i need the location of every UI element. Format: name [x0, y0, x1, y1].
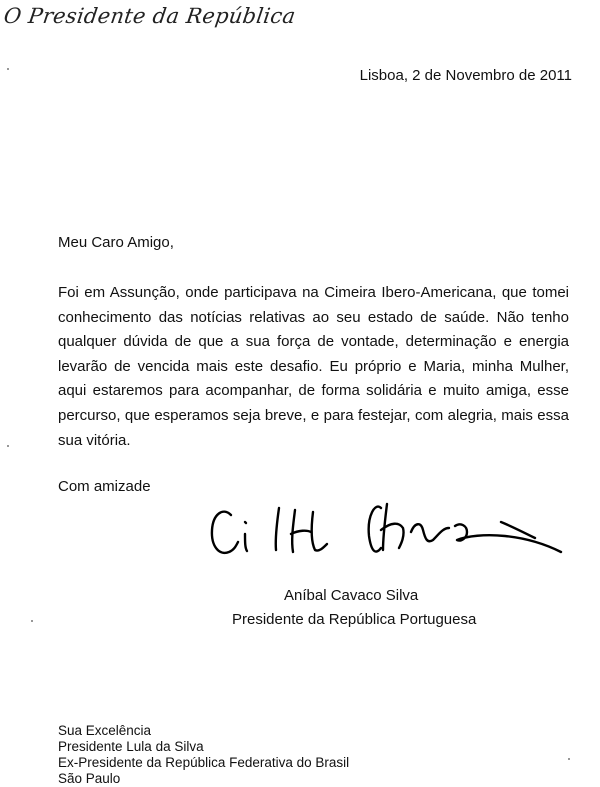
- signer-title: Presidente da República Portuguesa: [232, 611, 477, 628]
- letter-closing: Com amizade: [58, 478, 151, 495]
- scan-speck: [31, 620, 33, 622]
- signer-name: Aníbal Cavaco Silva: [284, 587, 419, 604]
- scan-speck: [568, 758, 570, 760]
- recipient-line: São Paulo: [58, 771, 121, 786]
- handwritten-signature: [205, 492, 575, 572]
- letter-date: Lisboa, 2 de Novembro de 2011: [359, 67, 572, 84]
- letter-body: Foi em Assunção, onde participava na Cimeira Ibero-Americana, que tomei conhecimento das notícias relativas ao seu estado de saúde. Não tenho qualquer dúvida de que a sua força de vontade, determinação e energia levarão de vencida mais este desafio. Eu próprio e Maria, minha Mulher, aqui estaremos para acompanhar, de forma solidária e muito amiga, esse percurso, que esperamos seja breve, e para festejar, com alegria, mais essa sua vitória.: [58, 284, 569, 449]
- recipient-line: Presidente Lula da Silva: [58, 739, 204, 754]
- scan-speck: [7, 445, 9, 447]
- recipient-line: Ex-Presidente da República Federativa do Brasil: [58, 755, 350, 770]
- scan-speck: [7, 68, 9, 70]
- letterhead-title: O Presidente da República: [2, 4, 298, 28]
- letter-salutation: Meu Caro Amigo,: [58, 234, 174, 251]
- recipient-address: [58, 723, 349, 787]
- recipient-line: Sua Excelência: [58, 723, 152, 738]
